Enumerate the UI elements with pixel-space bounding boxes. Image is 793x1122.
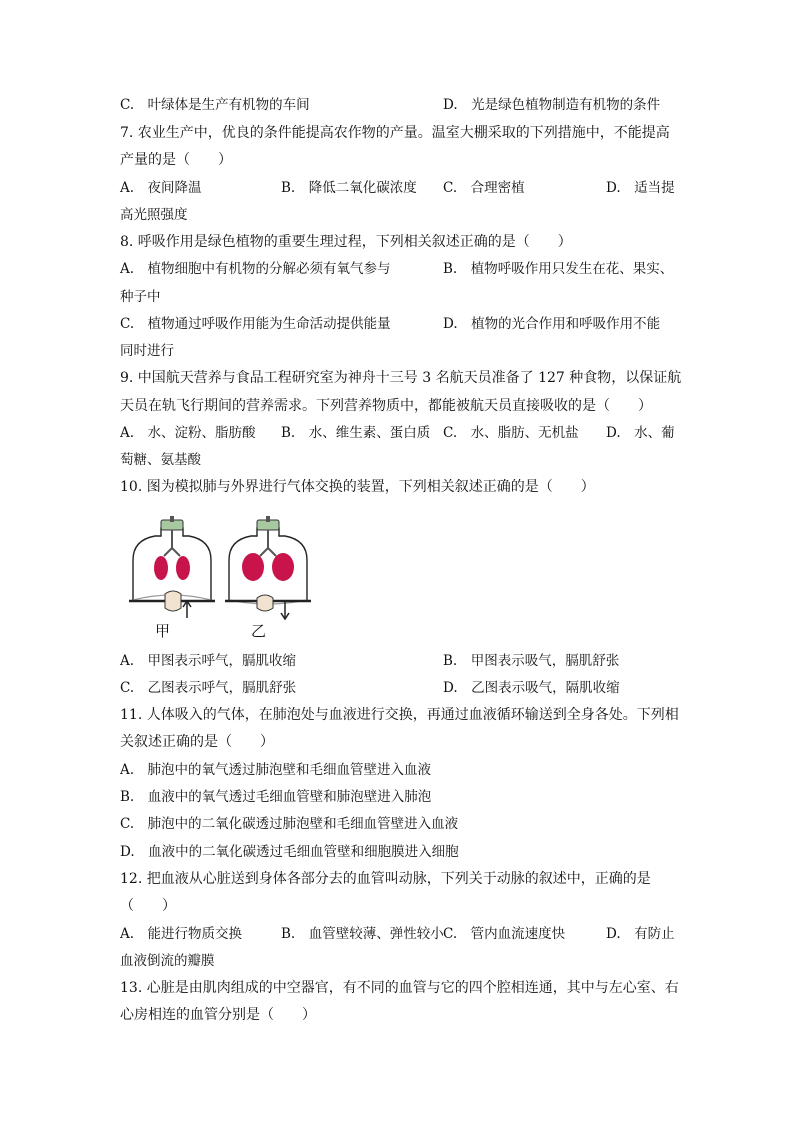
right-lung-2 (272, 553, 294, 581)
q7-option-d: D. 适当提 (606, 180, 675, 196)
right-lung-1 (176, 556, 190, 580)
q11-option-b: B. 血液中的氧气透过毛细血管壁和肺泡壁进入肺泡 (120, 789, 432, 805)
q10-option-b: B. 甲图表示吸气，膈肌舒张 (443, 653, 620, 669)
lung-model-figure (125, 512, 315, 644)
q7-stem-line-2: 产量的是（ ） (120, 152, 232, 168)
q8-option-b-continued: 种子中 (120, 289, 161, 305)
q10-option-a: A. 甲图表示呼气，膈肌收缩 (120, 653, 297, 669)
q10-stem: 10. 图为模拟肺与外界进行气体交换的装置，下列相关叙述正确的是（ ） (120, 479, 595, 495)
q13-stem-line-1: 13. 心脏是由肌肉组成的中空器官，有不同的血管与它的四个腔相连通，其中与左心室、右 (120, 980, 679, 996)
q11-option-a: A. 肺泡中的氧气透过肺泡壁和毛细血管壁进入血液 (120, 762, 432, 778)
jar-2 (225, 516, 311, 619)
q8-stem: 8. 呼吸作用是绿色植物的重要生理过程，下列相关叙述正确的是（ ） (120, 234, 572, 250)
q7-option-a: A. 夜间降温 (120, 180, 202, 196)
q12-option-c: C. 管内血流速度快 (443, 926, 566, 942)
q10-option-c: C. 乙图表示呼气，膈肌舒张 (120, 680, 297, 696)
figure-label-jia: 甲 (155, 622, 171, 640)
q9-option-c: C. 水、脂肪、无机盐 (443, 425, 579, 441)
q9-stem-line-2: 天员在轨飞行期间的营养需求。下列营养物质中，都能被航天员直接吸收的是（ ） (120, 398, 652, 414)
q12-option-d: D. 有防止 (606, 926, 675, 942)
q11-option-c: C. 肺泡中的二氧化碳透过肺泡壁和毛细血管壁进入血液 (120, 816, 459, 832)
hand-1 (165, 591, 181, 611)
q11-stem-line-1: 11. 人体吸入的气体，在肺泡处与血液进行交换，再通过血液循环输送到全身各处。下列相 (120, 707, 679, 723)
q9-stem-line-1: 9. 中国航天营养与食品工程研究室为神舟十三号 3 名航天员准备了 127 种食物，以保证航 (120, 370, 682, 386)
q8-option-c: C. 植物通过呼吸作用能为生命活动提供能量 (120, 316, 391, 332)
q9-option-b: B. 水、维生素、蛋白质 (281, 425, 431, 441)
q8-option-a: A. 植物细胞中有机物的分解必须有氧气参与 (120, 261, 391, 277)
q12-option-b: B. 血管壁较薄、弹性较小 (281, 926, 444, 942)
q12-stem-line-2: （ ） (120, 898, 176, 914)
q10-option-d: D. 乙图表示吸气，隔肌收缩 (443, 680, 620, 696)
left-lung-1 (154, 556, 168, 580)
lung-model-illustration (125, 512, 315, 644)
figure-label-yi: 乙 (251, 622, 267, 640)
q7-option-d-continued: 高光照强度 (120, 207, 188, 223)
q7-option-b: B. 降低二氧化碳浓度 (281, 180, 417, 196)
q11-stem-line-2: 关叙述正确的是（ ） (120, 734, 274, 750)
q8-option-b: B. 植物呼吸作用只发生在花、果实、 (443, 261, 674, 277)
q7-option-c: C. 合理密植 (443, 180, 525, 196)
q12-stem-line-1: 12. 把血液从心脏送到身体各部分去的血管叫动脉，下列关于动脉的叙述中，正确的是 (120, 871, 651, 887)
q6-option-d: D. 光是绿色植物制造有机物的条件 (443, 97, 661, 113)
q8-option-d: D. 植物的光合作用和呼吸作用不能 (443, 316, 661, 332)
q11-option-d: D. 血液中的二氧化碳透过毛细血管壁和细胞膜进入细胞 (120, 844, 459, 860)
q9-option-d-continued: 萄糖、氨基酸 (120, 452, 201, 468)
q9-option-a: A. 水、淀粉、脂肪酸 (120, 425, 256, 441)
left-lung-2 (242, 553, 264, 581)
q8-option-d-continued: 同时进行 (120, 343, 174, 359)
q6-option-c: C. 叶绿体是生产有机物的车间 (120, 97, 310, 113)
hand-2 (257, 595, 273, 611)
q12-option-a: A. 能进行物质交换 (120, 926, 243, 942)
q12-option-d-continued: 血液倒流的瓣膜 (120, 953, 215, 969)
q9-option-d: D. 水、葡 (606, 425, 675, 441)
jar-1 (129, 516, 215, 618)
q13-stem-line-2: 心房相连的血管分别是（ ） (120, 1007, 316, 1023)
q7-stem-line-1: 7. 农业生产中，优良的条件能提高农作物的产量。温室大棚采取的下列措施中，不能提高 (120, 125, 670, 141)
